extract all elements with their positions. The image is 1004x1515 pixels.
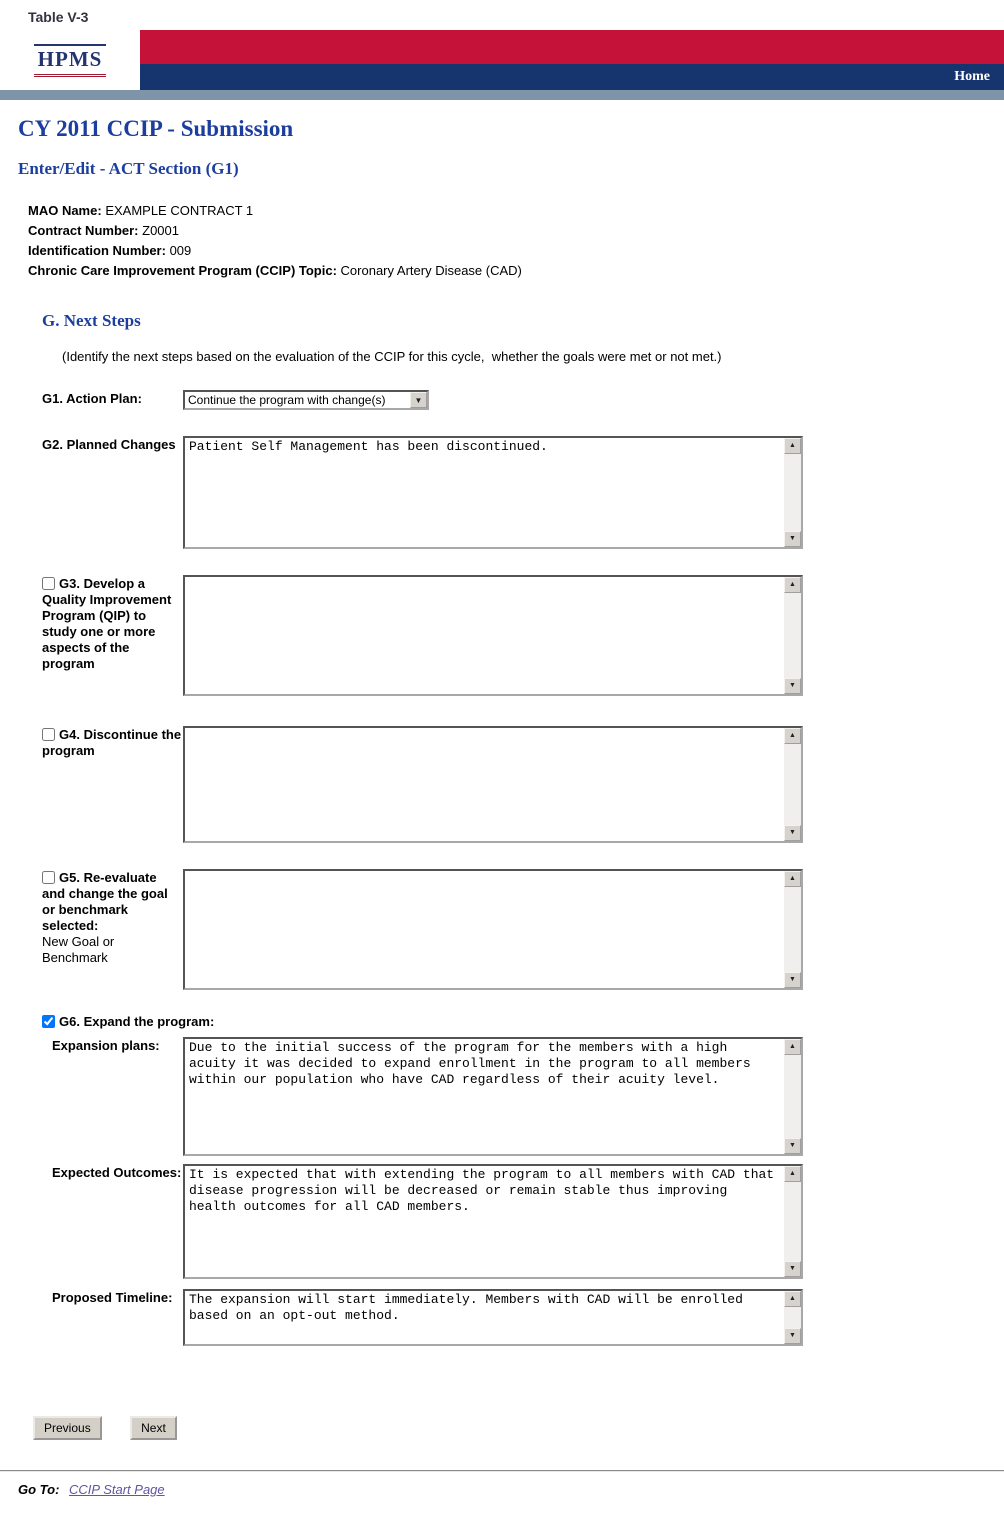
scroll-up-icon[interactable]: ▲ [784,728,801,744]
g6-outcomes-row [42,1164,1004,1279]
g2-textarea-text[interactable]: Patient Self Management has been discontinued. [189,439,548,454]
scrollbar[interactable] [784,577,801,694]
scrollbar[interactable] [784,1166,801,1277]
expected-outcomes-label: Expected Outcomes: [52,1165,182,1180]
contract-number-value: Z0001 [142,223,180,238]
ccip-start-page-link[interactable]: CCIP Start Page [69,1482,165,1497]
expansion-plans-label: Expansion plans: [52,1038,160,1053]
scrollbar-track[interactable] [784,454,801,531]
section-heading: G. Next Steps [42,311,141,330]
identification-number-value: 009 [169,243,192,258]
g5-textarea[interactable] [183,869,803,990]
scrollbar[interactable] [784,1291,801,1344]
g3-row [42,575,1004,696]
scroll-down-icon[interactable]: ▼ [784,825,801,841]
next-button[interactable]: Next [130,1416,177,1440]
g4-checkbox[interactable] [42,728,55,741]
g3-textarea[interactable] [183,575,803,696]
contract-number-label: Contract Number: [28,223,139,238]
hpms-logo [0,30,140,90]
scrollbar-track[interactable] [784,1307,801,1328]
g1-row [42,390,1004,410]
scrollbar[interactable] [784,871,801,988]
identification-number-label: Identification Number: [28,243,166,258]
scroll-up-icon[interactable]: ▲ [784,871,801,887]
scrollbar[interactable] [784,728,801,841]
red-banner [140,30,1004,64]
g6-timeline-row [42,1289,1004,1346]
g2-label: G2. Planned Changes [42,437,176,452]
table-label: Table V-3 [28,9,89,25]
g5-textarea-text[interactable] [185,871,784,988]
scroll-up-icon[interactable]: ▲ [784,1291,801,1307]
page-title: CY 2011 CCIP - Submission [18,116,294,141]
scrollbar-track[interactable] [784,887,801,972]
ccip-topic-row [28,261,1004,281]
expected-outcomes-textarea[interactable] [183,1164,803,1279]
mao-name-row [28,201,1004,221]
g4-textarea-text[interactable] [185,728,784,841]
g6-row [42,1014,1004,1029]
g4-label: G4. Discontinue the program [42,727,182,758]
scrollbar[interactable] [784,1039,801,1154]
contract-number-row [28,221,1004,241]
scroll-up-icon[interactable]: ▲ [784,577,801,593]
scroll-up-icon[interactable]: ▲ [784,1039,801,1055]
g6-checkbox[interactable] [42,1015,55,1028]
g3-checkbox[interactable] [42,577,55,590]
header-banner [0,30,1004,90]
contract-info [28,201,1004,281]
g4-row [42,726,1004,843]
button-row [33,1416,1004,1440]
scrollbar-track[interactable] [784,1182,801,1261]
g5-label: G5. Re-evaluate and change the goal or benchmark selected: [42,870,168,933]
scroll-down-icon[interactable]: ▼ [784,531,801,547]
scrollbar-track[interactable] [784,593,801,678]
g3-label: G3. Develop a Quality Improvement Program (QIP) to study one or more aspects of the program [42,576,172,671]
mao-name-value: EXAMPLE CONTRACT 1 [105,203,254,218]
g5-row [42,869,1004,990]
g2-row [42,436,1004,549]
g1-label: G1. Action Plan: [42,391,142,406]
separator-band [0,90,1004,100]
identification-number-row [28,241,1004,261]
action-plan-selected-value: Continue the program with change(s) [188,393,386,407]
proposed-timeline-textarea[interactable] [183,1289,803,1346]
expected-outcomes-text[interactable]: It is expected that with extending the program to all members with CAD that disease progression will be decreased or remain stable thus improving health outcomes for all CAD members. [189,1167,782,1214]
expansion-plans-textarea[interactable] [183,1037,803,1156]
action-plan-select[interactable] [183,390,429,410]
goto-label: Go To: [18,1482,60,1497]
page-subtitle: Enter/Edit - ACT Section (G1) [18,159,239,178]
g5-checkbox[interactable] [42,871,55,884]
hpms-logo-text: HPMS [34,44,107,77]
g6-label: G6. Expand the program: [59,1014,215,1029]
scrollbar-track[interactable] [784,744,801,825]
expansion-plans-text[interactable]: Due to the initial success of the program for the members with a high acuity it was decided to expand enrollment in the program to all members within our population who have CAD regardless of their acuity level. [189,1040,759,1087]
g5-sublabel: New Goal or Benchmark [42,934,115,965]
scroll-up-icon[interactable]: ▲ [784,1166,801,1182]
scroll-up-icon[interactable]: ▲ [784,438,801,454]
scroll-down-icon[interactable]: ▼ [784,1261,801,1277]
g3-textarea-text[interactable] [185,577,784,694]
scroll-down-icon[interactable]: ▼ [784,1328,801,1344]
scroll-down-icon[interactable]: ▼ [784,678,801,694]
g4-textarea[interactable] [183,726,803,843]
footer [18,1482,1004,1497]
proposed-timeline-text[interactable]: The expansion will start immediately. Members with CAD will be enrolled based on an opt-out method. [189,1292,751,1323]
previous-button[interactable]: Previous [33,1416,102,1440]
footer-divider [0,1470,1004,1472]
ccip-topic-label: Chronic Care Improvement Program (CCIP) Topic: [28,263,337,278]
section-note: (Identify the next steps based on the evaluation of the CCIP for this cycle, whether the goals were met or not met.) [62,349,722,364]
nav-bar [140,64,1004,90]
dropdown-arrow-icon[interactable]: ▼ [410,392,427,408]
g2-textarea[interactable] [183,436,803,549]
scrollbar-track[interactable] [784,1055,801,1138]
home-link[interactable]: Home [954,69,990,84]
mao-name-label: MAO Name: [28,203,102,218]
scroll-down-icon[interactable]: ▼ [784,1138,801,1154]
scroll-down-icon[interactable]: ▼ [784,972,801,988]
scrollbar[interactable] [784,438,801,547]
g6-expansion-row [42,1037,1004,1156]
proposed-timeline-label: Proposed Timeline: [52,1290,173,1305]
ccip-topic-value: Coronary Artery Disease (CAD) [340,263,522,278]
